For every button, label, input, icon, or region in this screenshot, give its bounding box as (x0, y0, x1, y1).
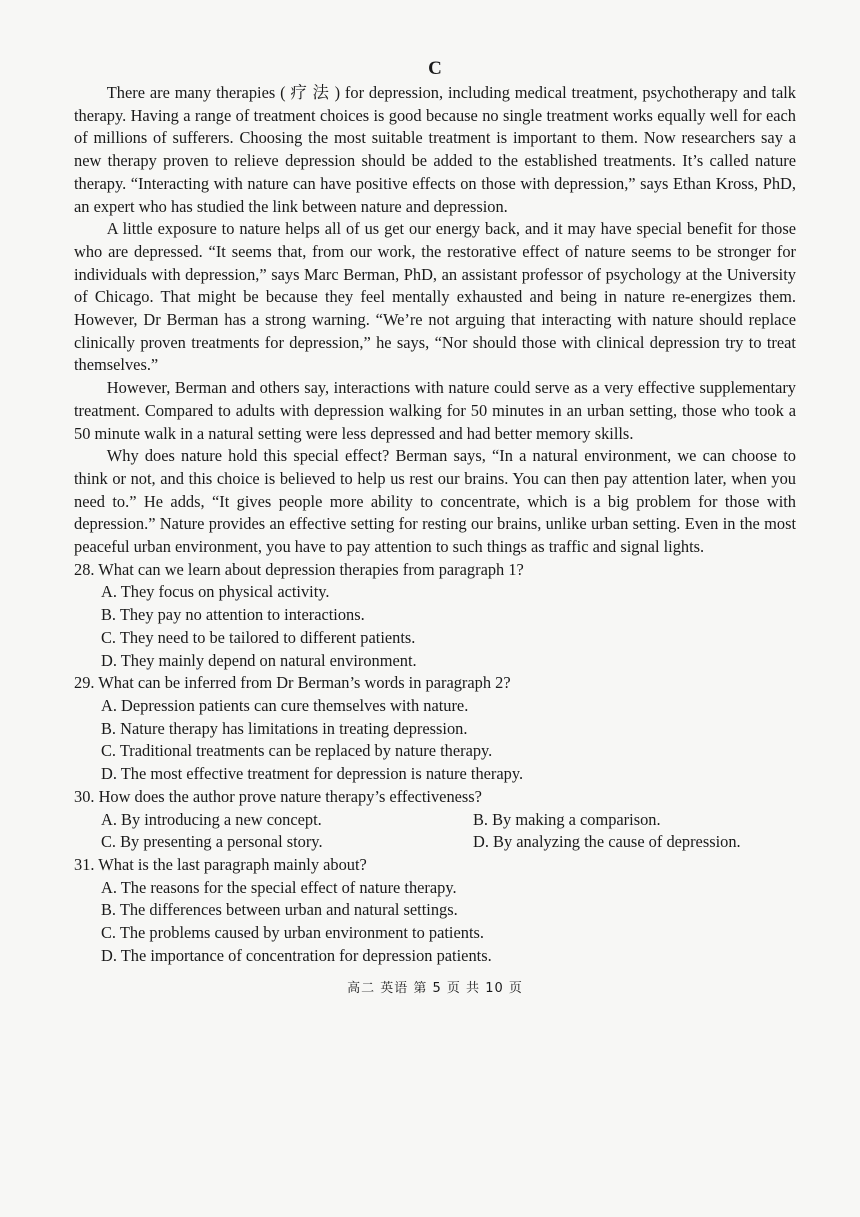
option-a: A. They focus on physical activity. (101, 582, 330, 602)
paragraph-4: Why does nature hold this special effect? Berman says, “In a natural environment, we can choose to think or not, and this choice is believed to help us rest our brains. You can then pay attention later, when you need to.” He adds, “It gives people more ability to concentrate, which is a big problem for those with depression.” Nature provides an effective setting for resting our brains, unlike urban setting. Even in the most peaceful urban environment, you have to pay attention to such things as traffic and signal lights. (74, 446, 796, 557)
question-stem: 31. What is the last paragraph mainly about? (74, 854, 367, 874)
question-28 (74, 559, 796, 673)
option-b: B. The differences between urban and natural settings. (101, 900, 458, 920)
option-a: A. By introducing a new concept. (101, 809, 322, 829)
option-c: C. Traditional treatments can be replaced by nature therapy. (101, 741, 493, 761)
question-29 (74, 672, 796, 786)
page-footer: 高二 英语 第 5 页 共 10 页 (347, 981, 523, 997)
question-stem: 30. How does the author prove nature therapy’s effectiveness? (74, 786, 482, 806)
option-b: B. By making a comparison. (473, 809, 661, 829)
question-30 (74, 786, 796, 854)
paragraph-3: However, Berman and others say, interactions with nature could serve as a very effective supplementary treatment. Compared to adults with depression walking for 50 minutes in an urban setting, those who took a 50 minute walk in a natural setting were less depressed and had better memory skills. (74, 378, 796, 443)
question-list (74, 559, 796, 968)
question-31 (74, 854, 796, 968)
paragraph-1: There are many therapies ( 疗 法 ) for depression, including medical treatment, psychotherapy and talk therapy. Having a range of treatment choices is good because no single treatment works equally well for each of millions of sufferers. Choosing the most suitable treatment is important to them. Now researchers say a new therapy proven to relieve depression should be added to the established treatments. It’s called nature therapy. “Interacting with nature can have positive effects on those with depression,” says Ethan Kross, PhD, an expert who has studied the link between nature and depression. (74, 83, 796, 216)
option-row (101, 831, 796, 854)
section-letter: C (428, 58, 442, 79)
option-d: D. By analyzing the cause of depression. (473, 832, 741, 852)
question-stem: 29. What can be inferred from Dr Berman’s words in paragraph 2? (74, 673, 511, 693)
option-d: D. The importance of concentration for depression patients. (101, 945, 492, 965)
option-b: B. They pay no attention to interactions. (101, 605, 365, 625)
option-a: A. Depression patients can cure themselves with nature. (101, 695, 469, 715)
paragraph-2: A little exposure to nature helps all of us get our energy back, and it may have special benefit for those who are depressed. “It seems that, from our work, the restorative effect of nature seems to be stronger for individuals with depression,” says Marc Berman, PhD, an assistant professor of psychology at the University of Chicago. That might be because they feel mentally exhausted and being in nature re-energizes them. However, Dr Berman has a strong warning. “We’re not arguing that interacting with nature should replace clinically proven treatments for depression,” he says, “Nor should those with clinical depression try to treat themselves.” (74, 219, 796, 375)
option-d: D. They mainly depend on natural environment. (101, 650, 417, 670)
option-d: D. The most effective treatment for depression is nature therapy. (101, 764, 524, 784)
option-c: C. They need to be tailored to different patients. (101, 627, 416, 647)
option-c: C. By presenting a personal story. (101, 832, 323, 852)
reading-passage (74, 82, 796, 559)
option-c: C. The problems caused by urban environment to patients. (101, 923, 484, 943)
option-b: B. Nature therapy has limitations in treating depression. (101, 718, 468, 738)
option-row (101, 809, 796, 832)
option-a: A. The reasons for the special effect of nature therapy. (101, 877, 457, 897)
question-stem: 28. What can we learn about depression therapies from paragraph 1? (74, 559, 524, 579)
